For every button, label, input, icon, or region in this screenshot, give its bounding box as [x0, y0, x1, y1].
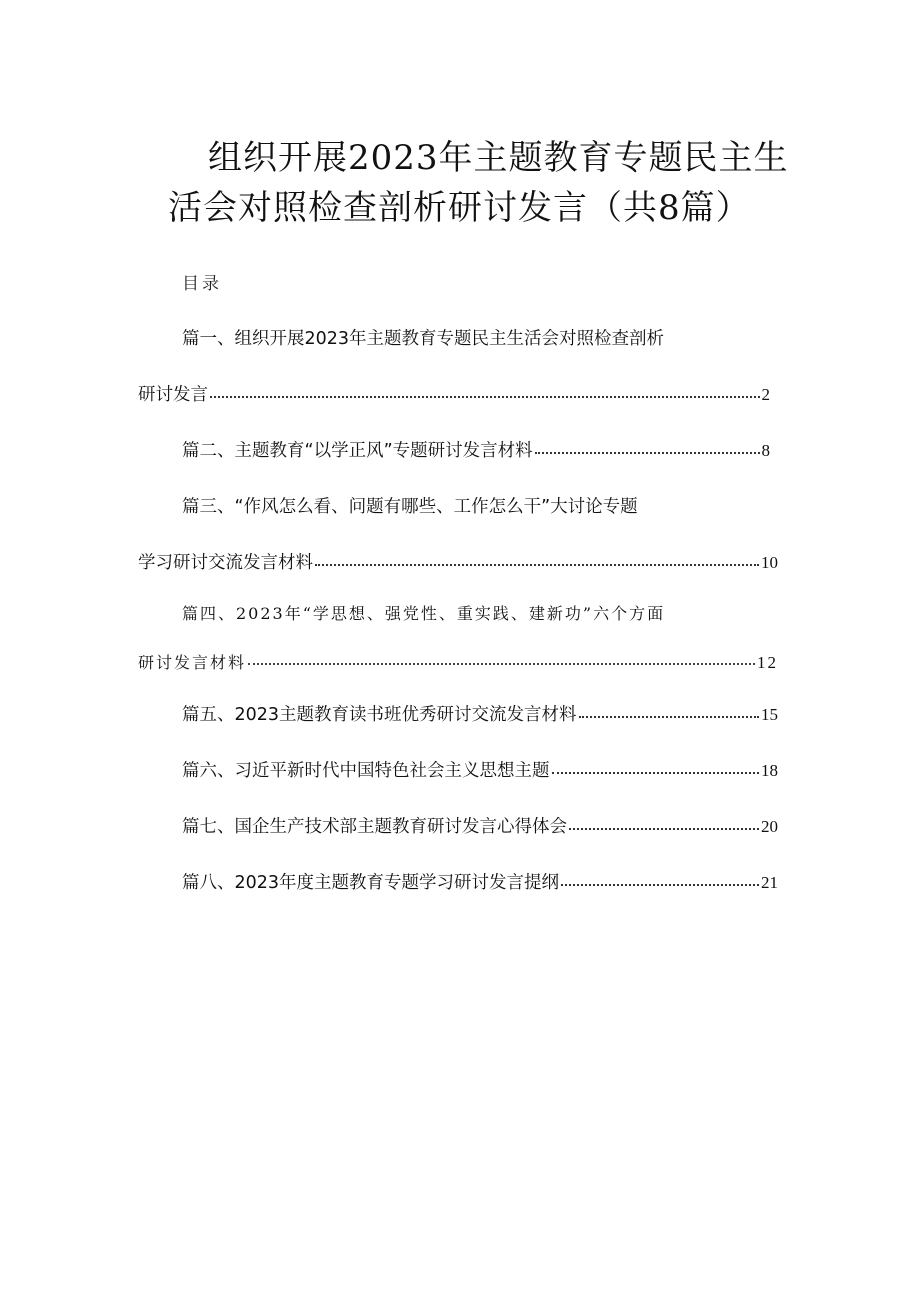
toc-entry-1-line-1 — [182, 326, 664, 352]
document-title-line-2: 活会对照检查剖析研讨发言（共8篇） — [168, 188, 751, 228]
toc-leader-dots — [569, 827, 759, 830]
toc-page-number: 21 — [761, 873, 778, 892]
toc-entry-5 — [182, 702, 778, 728]
toc-page-number: 12 — [757, 653, 778, 672]
toc-leader-dots — [579, 715, 759, 718]
toc-entry-text: 研讨发言材料 — [138, 653, 247, 672]
toc-entry-3-line-1 — [182, 494, 638, 520]
toc-page-number: 2 — [761, 385, 770, 404]
toc-entry-text: 篇五、2023主题教育读书班优秀研讨交流发言材料 — [182, 705, 577, 725]
toc-page-number: 15 — [761, 705, 778, 724]
toc-leader-dots — [210, 395, 760, 398]
toc-leader-dots — [535, 451, 760, 454]
toc-entry-4-line-2 — [138, 650, 778, 676]
toc-entry-1-line-2 — [138, 382, 770, 408]
toc-entry-4-line-1 — [182, 601, 665, 627]
toc-page-number: 20 — [761, 817, 778, 836]
toc-entry-8 — [182, 870, 778, 896]
toc-entry-6 — [182, 758, 778, 784]
toc-leader-dots — [561, 883, 759, 886]
toc-page-number: 10 — [761, 553, 778, 572]
toc-entry-text: 篇三、“作风怎么看、问题有哪些、工作怎么干”大讨论专题 — [182, 497, 638, 517]
toc-entry-2 — [182, 438, 770, 464]
toc-leader-dots — [315, 563, 759, 566]
toc-leader-dots — [552, 771, 760, 774]
toc-heading: 目录 — [182, 274, 222, 294]
toc-entry-3-line-2 — [138, 550, 778, 576]
toc-entry-text: 篇七、国企生产技术部主题教育研讨发言心得体会 — [182, 817, 567, 837]
toc-page-number: 18 — [761, 761, 778, 780]
toc-page-number: 8 — [761, 441, 770, 460]
toc-entry-text: 篇四、2023年“学思想、强党性、重实践、建新功”六个方面 — [182, 604, 666, 623]
toc-entry-text: 研讨发言 — [138, 385, 208, 405]
toc-entry-text: 篇二、主题教育“以学正风”专题研讨发言材料 — [182, 441, 533, 461]
toc-entry-text: 篇六、习近平新时代中国特色社会主义思想主题 — [182, 761, 550, 781]
toc-entry-text: 学习研讨交流发言材料 — [138, 553, 313, 573]
toc-entry-7 — [182, 814, 778, 840]
toc-entry-text: 篇一、组织开展2023年主题教育专题民主生活会对照检查剖析 — [182, 329, 665, 349]
document-title-line-1: 组织开展2023年主题教育专题民主生 — [208, 138, 789, 178]
toc-entry-text: 篇八、2023年度主题教育专题学习研讨发言提纲 — [182, 873, 560, 893]
toc-leader-dots — [248, 662, 755, 665]
